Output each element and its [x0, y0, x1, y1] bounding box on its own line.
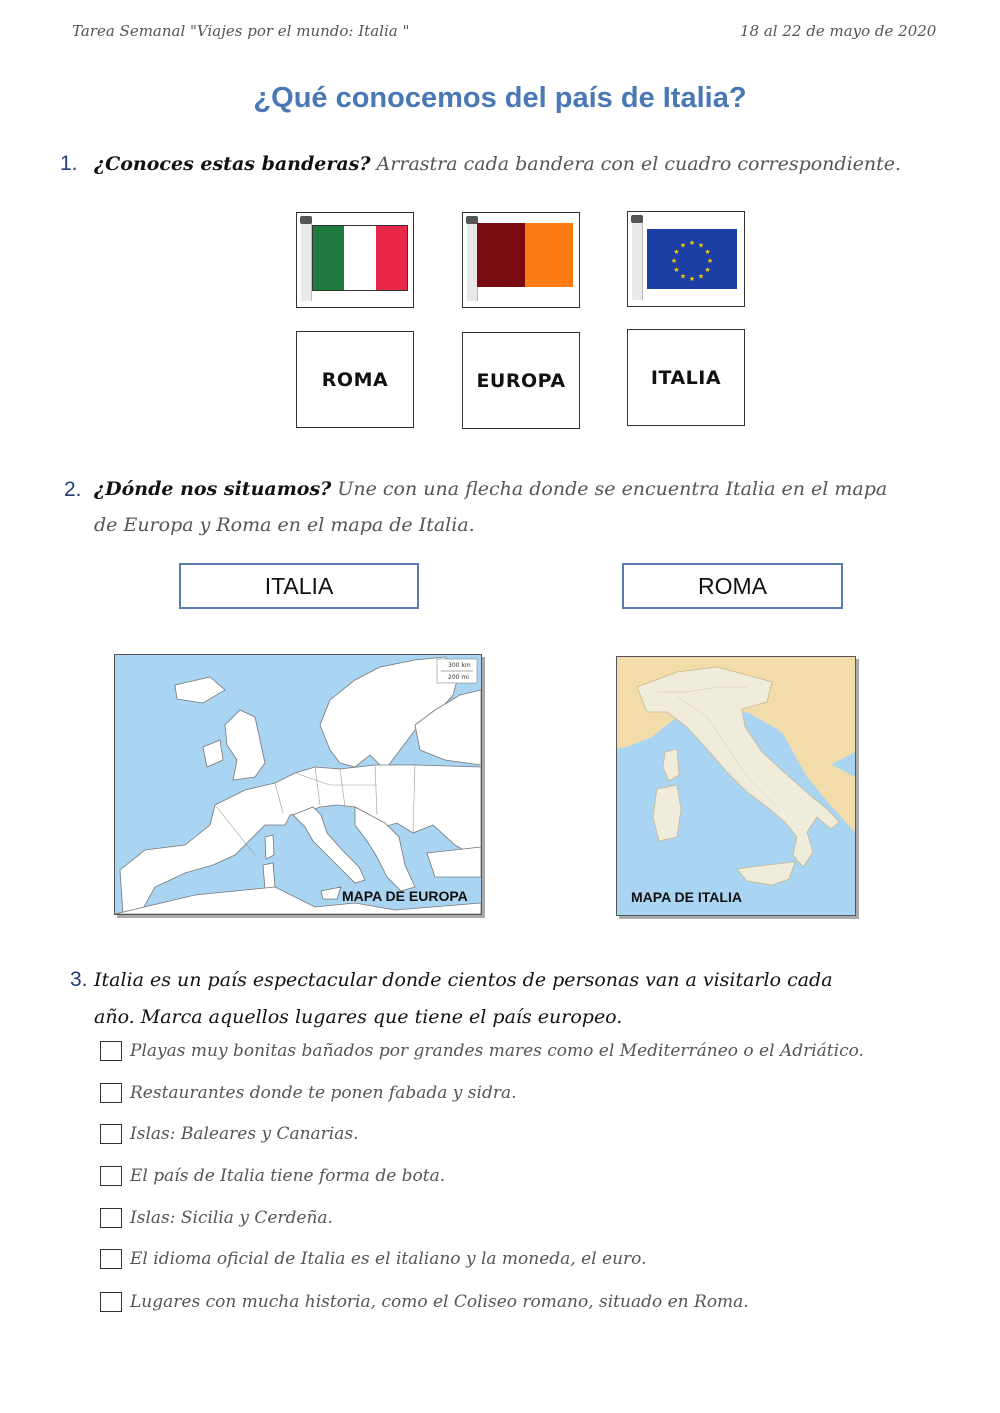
svg-text:★: ★ [679, 241, 687, 250]
header-left: Tarea Semanal "Viajes por el mundo: Italia " [72, 22, 410, 40]
svg-text:★: ★ [697, 272, 705, 281]
italy-flag-icon [312, 225, 408, 291]
option-label: Restaurantes donde te ponen fabada y sidra. [130, 1083, 517, 1103]
checkbox[interactable] [100, 1166, 122, 1186]
scale-mi: 200 mi [448, 674, 469, 681]
q1-prompt [94, 146, 901, 182]
q1-number: 1. [60, 152, 78, 175]
q3-prompt-line2: año. Marca aquellos lugares que tiene el país europeo. [94, 1006, 623, 1028]
svg-text:★: ★ [688, 239, 696, 247]
option-label: Islas: Baleares y Canarias. [130, 1124, 359, 1144]
svg-text:★: ★ [706, 257, 714, 265]
option-4[interactable] [100, 1166, 445, 1186]
italy-map-image [617, 657, 855, 915]
q2-bold: ¿Dónde nos situamos? [94, 478, 332, 500]
svg-text:★: ★ [704, 248, 711, 256]
italy-map-label: MAPA DE ITALIA [631, 889, 742, 905]
q2-number: 2. [64, 478, 82, 501]
italy-map[interactable] [616, 656, 856, 916]
checkbox[interactable] [100, 1208, 122, 1228]
option-7[interactable] [100, 1292, 749, 1312]
q2-prompt-line2: de Europa y Roma en el mapa de Italia. [94, 514, 475, 536]
option-2[interactable] [100, 1083, 517, 1103]
svg-text:★: ★ [670, 257, 678, 265]
card-europa[interactable]: EUROPA [462, 332, 580, 429]
option-label: Islas: Sicilia y Cerdeña. [130, 1208, 333, 1228]
option-label: El idioma oficial de Italia es el italiano y la moneda, el euro. [130, 1249, 647, 1269]
svg-text:★: ★ [697, 241, 705, 250]
option-1[interactable] [100, 1041, 864, 1061]
option-6[interactable] [100, 1249, 647, 1269]
card-roma[interactable]: ROMA [296, 331, 414, 428]
flagpole-icon [632, 216, 643, 300]
flag-card-roma[interactable] [462, 212, 580, 308]
scale-km: 300 km [448, 662, 471, 669]
italia-label-box[interactable]: ITALIA [179, 563, 419, 609]
option-5[interactable] [100, 1208, 333, 1228]
header-date: 18 al 22 de mayo de 2020 [740, 22, 937, 40]
europe-map[interactable] [114, 654, 482, 915]
flag-card-italy[interactable] [296, 212, 414, 308]
svg-text:★: ★ [673, 266, 680, 274]
option-3[interactable] [100, 1124, 359, 1144]
roma-flag-icon [477, 223, 573, 287]
option-label: Lugares con mucha historia, como el Coliseo romano, situado en Roma. [130, 1292, 749, 1312]
option-label: El país de Italia tiene forma de bota. [130, 1166, 446, 1186]
checkbox[interactable] [100, 1249, 122, 1269]
q1-text: Arrastra cada bandera con el cuadro correspondiente. [370, 153, 902, 175]
svg-text:★: ★ [704, 266, 711, 274]
q3-number: 3. [70, 968, 88, 991]
q2-text: Une con una flecha donde se encuentra Italia en el mapa [331, 478, 888, 500]
eu-flag-icon [647, 229, 737, 289]
option-label: Playas muy bonitas bañados por grandes mares como el Mediterráneo o el Adriático. [130, 1041, 864, 1061]
svg-text:★: ★ [673, 248, 680, 256]
q1-bold: ¿Conoces estas banderas? [94, 153, 371, 175]
flag-card-eu[interactable] [627, 211, 745, 307]
card-italia[interactable]: ITALIA [627, 329, 745, 426]
q2-prompt-line1 [94, 471, 887, 507]
europe-map-image [115, 655, 481, 914]
checkbox[interactable] [100, 1083, 122, 1103]
checkbox[interactable] [100, 1041, 122, 1061]
roma-label-box[interactable]: ROMA [622, 563, 843, 609]
q3-prompt-line1: Italia es un país espectacular donde cientos de personas van a visitarlo cada [94, 969, 833, 991]
checkbox[interactable] [100, 1292, 122, 1312]
flagpole-icon [301, 217, 312, 301]
svg-text:★: ★ [679, 272, 687, 281]
svg-text:★: ★ [688, 275, 696, 283]
europe-map-label: MAPA DE EUROPA [342, 888, 468, 904]
page-title: ¿Qué conocemos del país de Italia? [253, 82, 747, 114]
checkbox[interactable] [100, 1124, 122, 1144]
